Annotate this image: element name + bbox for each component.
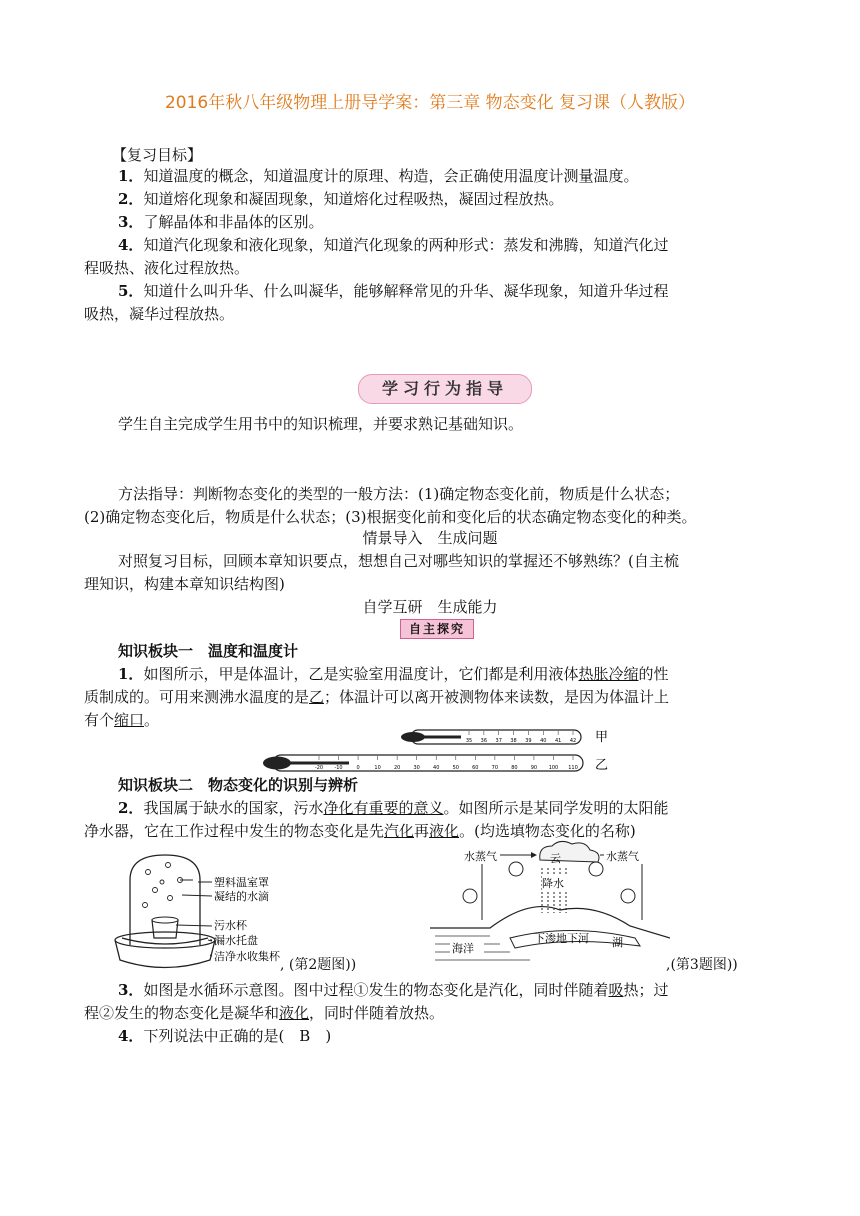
label-ocean: 海洋 — [452, 942, 474, 955]
goal-5: 5．知道什么叫升华、什么叫凝华，能够解释常见的升华、凝华现象，知道升华过程 — [118, 282, 669, 300]
jia-tick-label: 37 — [495, 738, 502, 744]
jia-tick-label: 39 — [525, 738, 532, 744]
yi-tick-label: 30 — [413, 765, 420, 771]
q1-line-1: 1．如图所示，甲是体温计，乙是实验室用温度计，它们都是利用液体热胀冷缩的性 — [118, 665, 669, 683]
yi-tick-label: 110 — [568, 765, 578, 771]
self-explore-badge: 自主探究 — [400, 619, 474, 639]
q2-line-1: 2．我国属于缺水的国家，污水净化有重要的意义。如图所示是某同学发明的太阳能 — [118, 799, 669, 817]
yi-tick-label: -10 — [334, 765, 343, 771]
label-dirty-cup: 污水杯 — [214, 919, 247, 932]
q1-answer-3: 缩口 — [114, 711, 145, 729]
intro-line-1: 对照复习目标，回顾本章知识要点，想想自己对哪些知识的掌握还不够熟练？(自主梳 — [118, 552, 679, 570]
jia-tick-label: 35 — [465, 738, 473, 744]
jia-tick-label: 38 — [510, 738, 517, 744]
q2-answer-2: 液化 — [429, 822, 460, 840]
clinical-thermometer — [401, 730, 581, 744]
q1-answer-2: 乙 — [309, 688, 325, 706]
intro-line-2: 理知识，构建本章知识结构图) — [84, 575, 285, 593]
document-title: 2016年秋八年级物理上册导学案：第三章 物态变化 复习课（人教版） — [164, 93, 696, 113]
yi-tick-label: 70 — [491, 765, 499, 771]
block1-heading: 知识板块一 温度和温度计 — [118, 642, 299, 660]
yi-tick-label: -20 — [314, 765, 324, 771]
label-jia: 甲 — [595, 730, 609, 745]
thermometer-figure — [255, 725, 625, 777]
label-clean-cup: 洁净水收集杯 — [214, 950, 280, 963]
goal-4-cont: 程吸热、液化过程放热。 — [84, 259, 250, 277]
yi-tick-label: 100 — [548, 765, 559, 771]
label-cover: 塑料温室罩 — [214, 876, 269, 889]
yi-tick-label: 40 — [433, 765, 440, 771]
q2-answer-0: 净化有重要的意义 — [323, 799, 444, 817]
jia-tick-label: 41 — [554, 738, 562, 744]
jia-tick-label: 42 — [569, 738, 577, 744]
goal-1: 1．知道温度的概念，知道温度计的原理、构造，会正确使用温度计测量温度。 — [118, 167, 639, 185]
label-tray: 漏水托盘 — [214, 934, 258, 947]
label-underground: 下渗地下河 — [534, 932, 589, 945]
label-cloud: 云 — [550, 852, 561, 865]
yi-tick-label: 0 — [356, 765, 360, 771]
fig3-caption: ,(第3题图)) — [666, 957, 738, 973]
label-vapor-left: 水蒸气 — [464, 850, 497, 863]
q3-answer-1: 吸 — [608, 981, 624, 999]
yi-tick-label: 20 — [393, 765, 401, 771]
label-rain: 降水 — [542, 877, 564, 890]
yi-tick-label: 90 — [530, 765, 538, 771]
self-complete-text: 学生自主完成学生用书中的知识梳理，并要求熟记基础知识。 — [118, 415, 524, 433]
q4-line: 4．下列说法中正确的是( B ) — [118, 1027, 332, 1045]
fig2-caption: , (第2题图)) — [280, 957, 357, 973]
q3-line-1: 3．如图是水循环示意图。图中过程①发生的物态变化是汽化，同时伴随着吸热；过 — [118, 981, 669, 999]
yi-tick-label: 60 — [472, 765, 479, 771]
label-vapor-right: 水蒸气 — [606, 850, 639, 863]
solar-purifier-figure — [110, 850, 410, 975]
yi-tick-label: 50 — [452, 765, 459, 771]
q3-line-2: 程②发生的物态变化是凝华和液化，同时伴随着放热。 — [84, 1004, 445, 1022]
q1-line-2: 质制成的。可用来测沸水温度的是乙；体温计可以离开被测物体来读数，是因为体温计上 — [84, 688, 670, 706]
label-yi: 乙 — [595, 758, 609, 773]
goal-5-cont: 吸热，凝华过程放热。 — [84, 305, 235, 323]
jia-tick-label: 36 — [480, 738, 488, 744]
study-guidance-banner: 学习行为指导 — [358, 374, 532, 404]
lab-thermometer — [263, 755, 583, 771]
q2-answer-1: 汽化 — [384, 822, 415, 840]
goal-3: 3．了解晶体和非晶体的区别。 — [118, 213, 324, 231]
q1-line-3: 有个缩口。 — [84, 711, 160, 729]
goal-4: 4．知道汽化现象和液化现象，知道汽化现象的两种形式：蒸发和沸腾，知道汽化过 — [118, 236, 669, 254]
yi-tick-label: 80 — [511, 765, 518, 771]
water-cycle-figure — [430, 838, 670, 970]
jia-tick-label: 40 — [540, 738, 547, 744]
label-droplets: 凝结的水滴 — [214, 890, 269, 903]
q1-answer-1: 热胀冷缩 — [578, 665, 639, 683]
review-goals-heading: 【复习目标】 — [112, 146, 203, 164]
method-line-2: (2)确定物态变化后，物质是什么状态；(3)根据变化前和变化后的状态确定物态变化的种类。 — [84, 508, 697, 526]
section-self-heading: 自学互研 生成能力 — [362, 598, 498, 616]
q2-line-2: 净水器，它在工作过程中发生的物态变化是先汽化再液化。(均选填物态变化的名称) — [84, 822, 636, 840]
label-lake: 湖 — [612, 936, 623, 949]
section-intro-heading: 情景导入 生成问题 — [362, 529, 498, 547]
yi-tick-label: 10 — [374, 765, 381, 771]
q3-answer-2: 液化 — [279, 1004, 310, 1022]
block2-heading: 知识板块二 物态变化的识别与辨析 — [118, 776, 359, 794]
method-line-1: 方法指导：判断物态变化的类型的一般方法：(1)确定物态变化前，物质是什么状态； — [118, 485, 680, 503]
goal-2: 2．知道熔化现象和凝固现象，知道熔化过程吸热，凝固过程放热。 — [118, 190, 564, 208]
